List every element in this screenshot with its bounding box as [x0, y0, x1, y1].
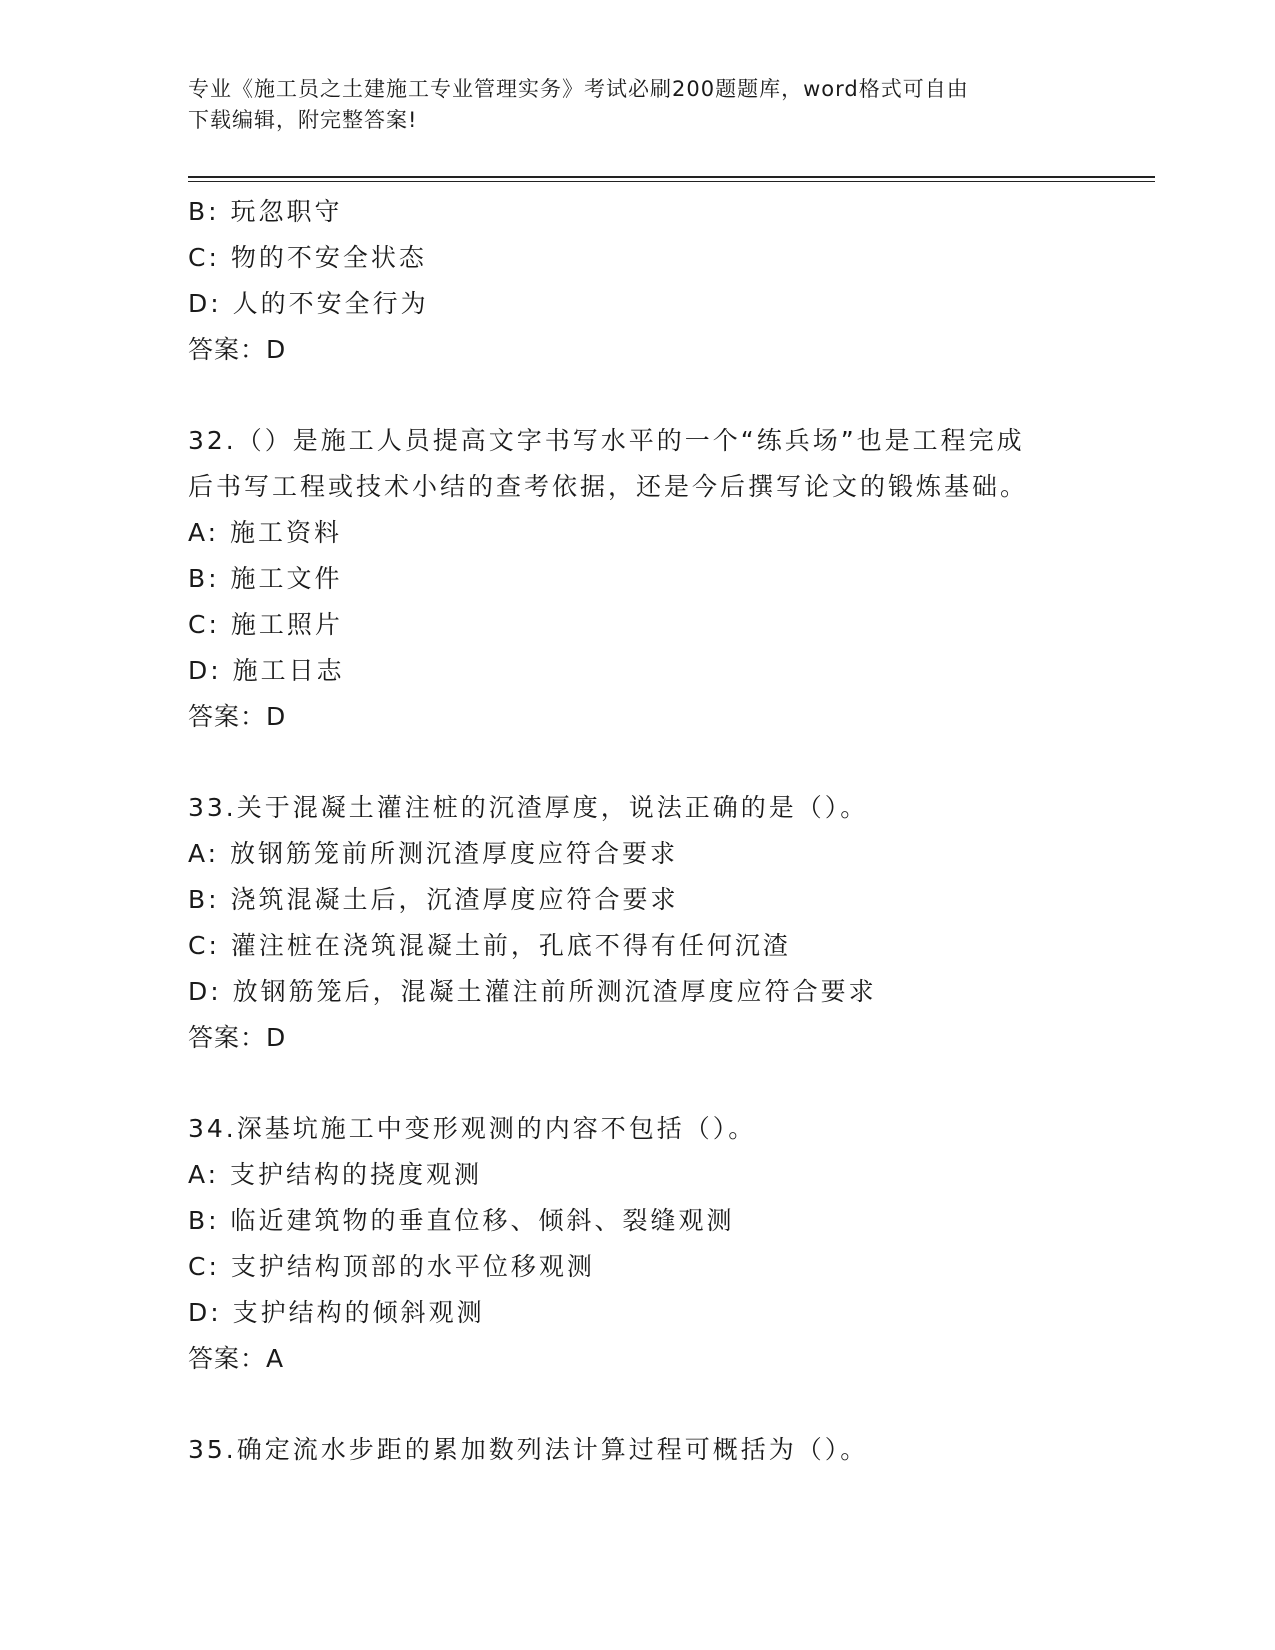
document-body	[188, 189, 1088, 1473]
question-35	[188, 1427, 1088, 1473]
header-divider-thin	[188, 181, 1155, 182]
option-b: B: 浇筑混凝土后，沉渣厚度应符合要求	[188, 885, 679, 914]
question-stem	[188, 1427, 1088, 1473]
document-header	[188, 74, 1088, 136]
option-d: D: 放钢筋笼后，混凝土灌注前所测沉渣厚度应符合要求	[188, 977, 877, 1006]
question-stem-line-1: 33.关于混凝土灌注桩的沉渣厚度，说法正确的是（）。	[188, 793, 869, 822]
answer-line: 答案：A	[188, 1344, 285, 1373]
option-d: D: 支护结构的倾斜观测	[188, 1298, 485, 1327]
question-33	[188, 785, 1088, 1061]
option-d: D: 人的不安全行为	[188, 289, 429, 318]
question-stem-line-1: 34.深基坑施工中变形观测的内容不包括（）。	[188, 1114, 757, 1143]
option-d: D: 施工日志	[188, 656, 345, 685]
question-stem-line-1: 32.（）是施工人员提高文字书写水平的一个“练兵场”也是工程完成	[188, 426, 1025, 455]
question-stem-line-2: 后书写工程或技术小结的查考依据，还是今后撰写论文的锻炼基础。	[188, 472, 1029, 501]
option-c: C: 物的不安全状态	[188, 243, 427, 272]
question-stem	[188, 418, 1088, 510]
option-b: B: 临近建筑物的垂直位移、倾斜、裂缝观测	[188, 1206, 735, 1235]
header-divider-thick	[188, 176, 1155, 178]
question-stem	[188, 1106, 1088, 1152]
option-b: B: 施工文件	[188, 564, 343, 593]
option-a: A: 放钢筋笼前所测沉渣厚度应符合要求	[188, 839, 679, 868]
option-c: C: 灌注桩在浇筑混凝土前，孔底不得有任何沉渣	[188, 931, 791, 960]
question-stem-line-1: 35.确定流水步距的累加数列法计算过程可概括为（）。	[188, 1435, 869, 1464]
option-c: C: 支护结构顶部的水平位移观测	[188, 1252, 595, 1281]
option-a: A: 支护结构的挠度观测	[188, 1160, 483, 1189]
option-a: A: 施工资料	[188, 518, 343, 547]
option-b: B: 玩忽职守	[188, 197, 343, 226]
question-34	[188, 1106, 1088, 1382]
question-continued	[188, 189, 1088, 373]
answer-line: 答案：D	[188, 335, 287, 364]
question-32	[188, 418, 1088, 740]
answer-line: 答案：D	[188, 702, 287, 731]
header-line-2: 下载编辑，附完整答案!	[188, 108, 418, 132]
option-c: C: 施工照片	[188, 610, 343, 639]
answer-line: 答案：D	[188, 1023, 287, 1052]
header-line-1: 专业《施工员之土建施工专业管理实务》考试必刷200题题库，word格式可自由	[188, 77, 969, 101]
question-stem	[188, 785, 1088, 831]
